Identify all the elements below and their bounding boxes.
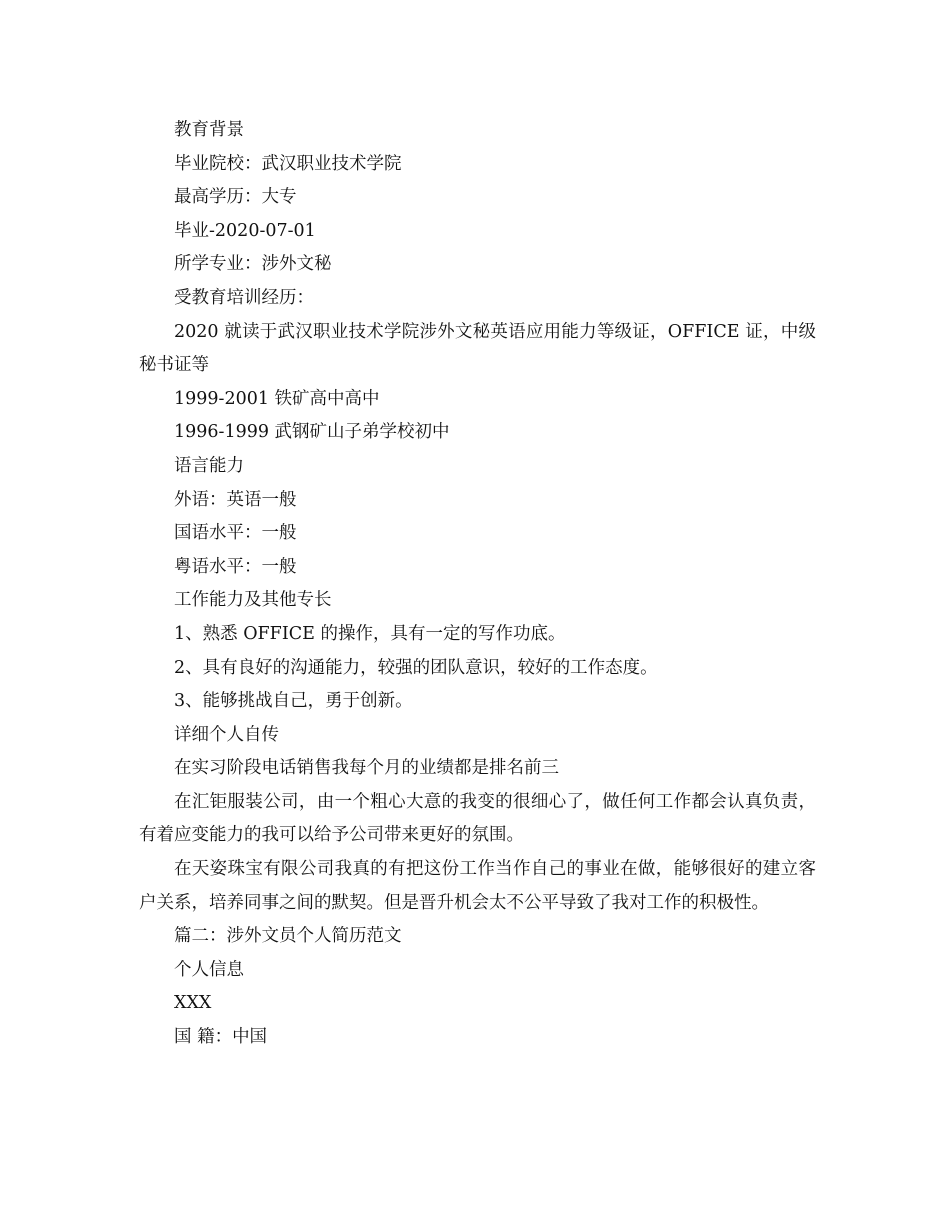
middle-school-line: 1996-1999 武钢矿山子弟学校初中 — [174, 422, 450, 443]
graduation-date-line: 毕业-2020-07-01 — [174, 220, 316, 241]
document-body — [139, 114, 816, 1055]
foreign-language-line: 外语：英语一般 — [174, 489, 297, 510]
skill-item-2: 2、具有良好的沟通能力，较强的团队意识，较好的工作态度。 — [174, 657, 658, 678]
heading-language-skills: 语言能力 — [174, 455, 244, 476]
high-school-line: 1999-2001 铁矿高中高中 — [174, 388, 380, 409]
skill-item-3: 3、能够挑战自己，勇于创新。 — [174, 691, 413, 712]
section-two-title: 篇二：涉外文员个人简历范文 — [174, 926, 402, 947]
nationality-line: 国 籍：中国 — [174, 1027, 268, 1048]
mandarin-level-line: 国语水平：一般 — [174, 523, 297, 544]
graduate-school-line: 毕业院校：武汉职业技术学院 — [174, 153, 402, 174]
heading-autobiography: 详细个人自传 — [174, 724, 279, 745]
autobiography-jewelry-company: 在天姿珠宝有限公司我真的有把这份工作当作自己的事业在做，能够很好的建立客户关系，培养同事之间的默契。但是晋升机会太不公平导致了我对工作的积极性。 — [139, 859, 816, 913]
cantonese-level-line: 粤语水平：一般 — [174, 556, 297, 577]
training-history-label: 受教育培训经历： — [174, 287, 314, 308]
heading-work-skills: 工作能力及其他专长 — [174, 590, 332, 611]
heading-education: 教育背景 — [174, 120, 244, 140]
major-line: 所学专业：涉外文秘 — [174, 254, 332, 275]
highest-degree-line: 最高学历：大专 — [174, 187, 297, 208]
heading-personal-info: 个人信息 — [174, 959, 244, 980]
autobiography-internship: 在实习阶段电话销售我每个月的业绩都是排名前三 — [174, 758, 559, 779]
training-history-2020: 2020 就读于武汉职业技术学院涉外文秘英语应用能力等级证，OFFICE 证，中级秘书证等 — [139, 321, 816, 376]
name-placeholder: XXX — [174, 993, 212, 1014]
autobiography-garment-company: 在汇钜服装公司，由一个粗心大意的我变的很细心了，做任何工作都会认真负责，有着应变能力的我可以给予公司带来更好的氛围。 — [139, 791, 816, 846]
skill-item-1: 1、熟悉 OFFICE 的操作，具有一定的写作功底。 — [174, 623, 566, 644]
